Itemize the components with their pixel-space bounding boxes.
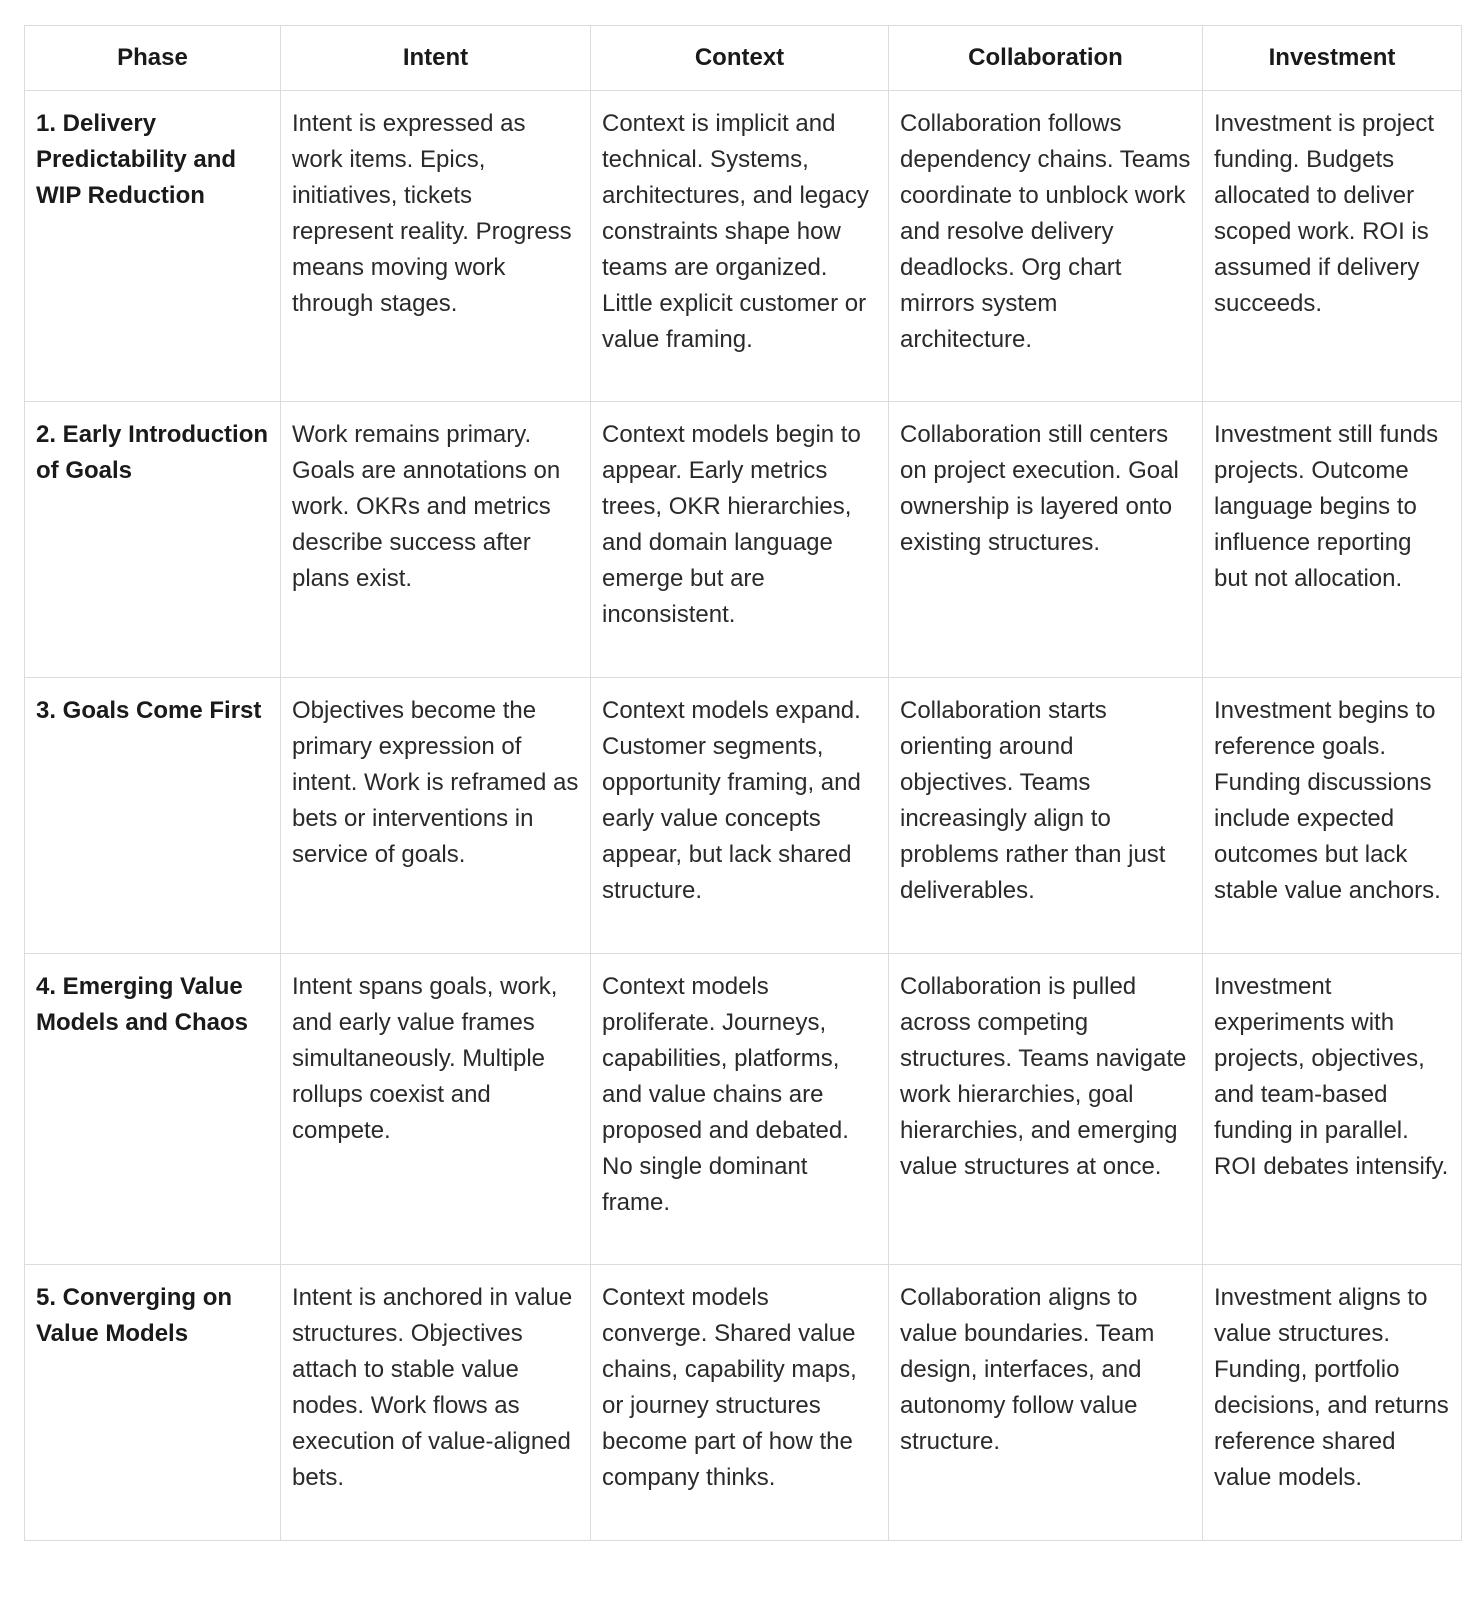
context-cell: Context models expand. Customer segments, opportunity framing, and early value concepts appear, but lack shared structure. [591,678,889,954]
table-header [25,26,1462,91]
investment-cell: Investment aligns to value structures. Funding, portfolio decisions, and returns reference shared value models. [1203,1265,1462,1541]
header-investment: Investment [1203,26,1462,91]
phase-cell: 5. Converging on Value Models [25,1265,281,1541]
header-intent: Intent [281,26,591,91]
header-row [25,26,1462,91]
context-cell: Context models proliferate. Journeys, capabilities, platforms, and value chains are proposed and debated. No single dominant frame. [591,954,889,1265]
context-cell: Context models converge. Shared value chains, capability maps, or journey structures become part of how the company thinks. [591,1265,889,1541]
phase-cell: 4. Emerging Value Models and Chaos [25,954,281,1265]
phase-matrix-table [24,25,1462,1541]
investment-cell: Investment begins to reference goals. Funding discussions include expected outcomes but lack stable value anchors. [1203,678,1462,954]
phase-cell: 1. Delivery Predictability and WIP Reduction [25,91,281,402]
header-collaboration: Collaboration [889,26,1203,91]
phase-matrix-container [24,25,1461,1541]
table-row [25,954,1462,1265]
header-context: Context [591,26,889,91]
collaboration-cell: Collaboration follows dependency chains. Teams coordinate to unblock work and resolve delivery deadlocks. Org chart mirrors system architecture. [889,91,1203,402]
collaboration-cell: Collaboration starts orienting around objectives. Teams increasingly align to problems rather than just deliverables. [889,678,1203,954]
collaboration-cell: Collaboration aligns to value boundaries. Team design, interfaces, and autonomy follow value structure. [889,1265,1203,1541]
phase-cell: 2. Early Introduction of Goals [25,402,281,678]
table-row [25,1265,1462,1541]
phase-cell: 3. Goals Come First [25,678,281,954]
intent-cell: Work remains primary. Goals are annotations on work. OKRs and metrics describe success after plans exist. [281,402,591,678]
intent-cell: Intent spans goals, work, and early value frames simultaneously. Multiple rollups coexist and compete. [281,954,591,1265]
investment-cell: Investment still funds projects. Outcome language begins to influence reporting but not allocation. [1203,402,1462,678]
context-cell: Context models begin to appear. Early metrics trees, OKR hierarchies, and domain language emerge but are inconsistent. [591,402,889,678]
intent-cell: Intent is expressed as work items. Epics, initiatives, tickets represent reality. Progress means moving work through stages. [281,91,591,402]
table-row [25,402,1462,678]
table-body [25,91,1462,1541]
collaboration-cell: Collaboration still centers on project execution. Goal ownership is layered onto existing structures. [889,402,1203,678]
table-row [25,678,1462,954]
investment-cell: Investment experiments with projects, objectives, and team-based funding in parallel. ROI debates intensify. [1203,954,1462,1265]
table-row [25,91,1462,402]
context-cell: Context is implicit and technical. Systems, architectures, and legacy constraints shape how teams are organized. Little explicit customer or value framing. [591,91,889,402]
investment-cell: Investment is project funding. Budgets allocated to deliver scoped work. ROI is assumed if delivery succeeds. [1203,91,1462,402]
intent-cell: Objectives become the primary expression of intent. Work is reframed as bets or interventions in service of goals. [281,678,591,954]
intent-cell: Intent is anchored in value structures. Objectives attach to stable value nodes. Work flows as execution of value-aligned bets. [281,1265,591,1541]
header-phase: Phase [25,26,281,91]
collaboration-cell: Collaboration is pulled across competing structures. Teams navigate work hierarchies, goal hierarchies, and emerging value structures at once. [889,954,1203,1265]
